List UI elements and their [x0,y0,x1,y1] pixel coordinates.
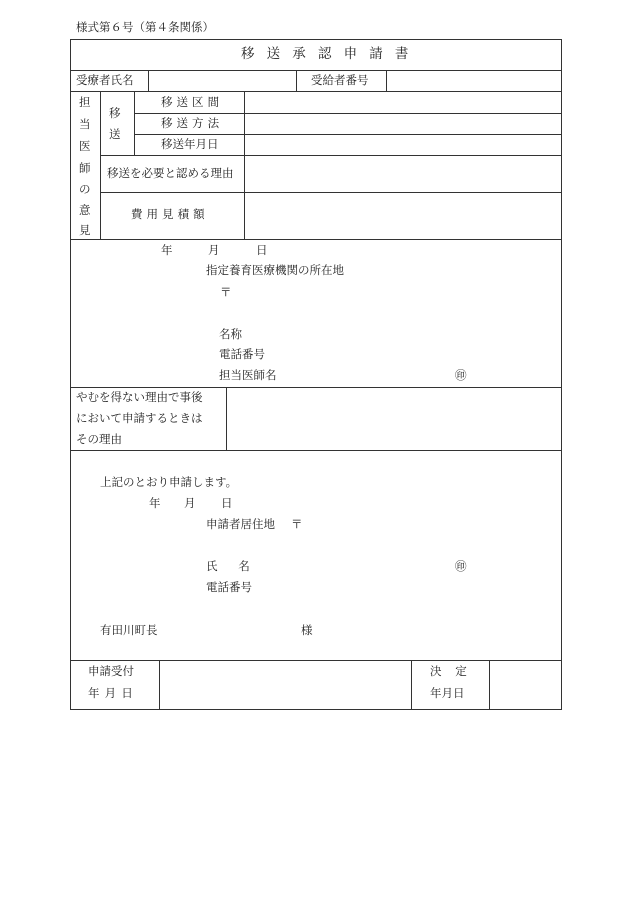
opinion-side-char-3: 医 [79,139,91,153]
application-statement: 上記のとおり申請します。 [100,475,238,489]
received-date-label: 年月日 [88,686,139,700]
institution-name-label: 名称 [219,327,242,341]
transport-section-label: 移送区間 [161,95,224,109]
applicant-seal-icon: ㊞ [455,559,467,573]
opinion-side-char-5: の [79,182,91,196]
form-number: 様式第６号（第４条関係） [76,20,214,34]
received-label: 申請受付 [88,664,134,678]
institution-date-day: 日 [256,243,268,257]
transport-char-1: 移 [109,106,121,120]
addressee-honorific: 様 [301,623,313,637]
application-date-month: 月 [184,496,196,510]
transport-char-2: 送 [109,127,121,141]
form-border-top [70,39,562,40]
transport-reason-field[interactable] [245,156,560,191]
applicant-name-label: 氏名 [206,559,271,573]
opinion-side-char-2: 当 [79,117,91,131]
transport-date-label: 移送年月日 [161,137,219,151]
opinion-side-char-7: 見 [79,223,91,237]
after-reason-field[interactable] [227,388,560,449]
applicant-address-label: 申請者居住地 [206,517,275,531]
decision-date-label: 年月日 [430,686,465,700]
form-border-right [561,39,562,710]
decision-date-field[interactable] [490,661,560,708]
after-reason-line-3: その理由 [76,432,122,446]
patient-name-field[interactable] [149,71,295,90]
opinion-side-char-6: 意 [79,203,91,217]
decision-label: 決定 [430,664,481,678]
cost-estimate-label: 費用見積額 [131,207,209,221]
application-date-year: 年 [149,496,161,510]
vrule-footer-2 [411,660,412,710]
institution-date-year: 年 [161,243,173,257]
recipient-number-label: 受給者番号 [311,73,369,87]
institution-address-label: 指定養育医療機関の所在地 [206,263,344,277]
rule-below-opinion [70,239,562,240]
institution-seal-icon: ㊞ [455,368,467,382]
vrule-opinion-side [100,91,101,239]
transport-reason-label: 移送を必要と認める理由 [107,166,234,180]
institution-postal-mark: 〒 [220,285,232,299]
attending-doctor-label: 担当医師名 [219,368,277,382]
rule-below-after-reason [70,450,562,451]
transport-section-field[interactable] [245,92,560,112]
opinion-side-char-1: 担 [79,95,91,109]
vrule-transport [134,91,135,155]
applicant-postal-mark: 〒 [291,517,303,531]
received-date-field[interactable] [160,661,410,708]
after-reason-line-2: において申請するときは [76,411,203,425]
opinion-side-char-4: 師 [79,161,91,175]
form-border-left [70,39,71,710]
cost-estimate-field[interactable] [245,193,560,238]
addressee: 有田川町長 [100,623,158,637]
institution-date-month: 月 [208,243,220,257]
transport-method-field[interactable] [245,114,560,133]
application-date-day: 日 [221,496,233,510]
transport-date-field[interactable] [245,135,560,154]
vrule-patient-2 [296,70,297,91]
recipient-number-field[interactable] [387,71,560,90]
after-reason-line-1: やむを得ない理由で事後 [76,390,203,404]
patient-name-label: 受療者氏名 [76,73,134,87]
institution-phone-label: 電話番号 [219,347,265,361]
transport-method-label: 移送方法 [161,116,224,130]
applicant-phone-label: 電話番号 [206,580,252,594]
form-title: 移送承認申請書 [241,46,421,62]
